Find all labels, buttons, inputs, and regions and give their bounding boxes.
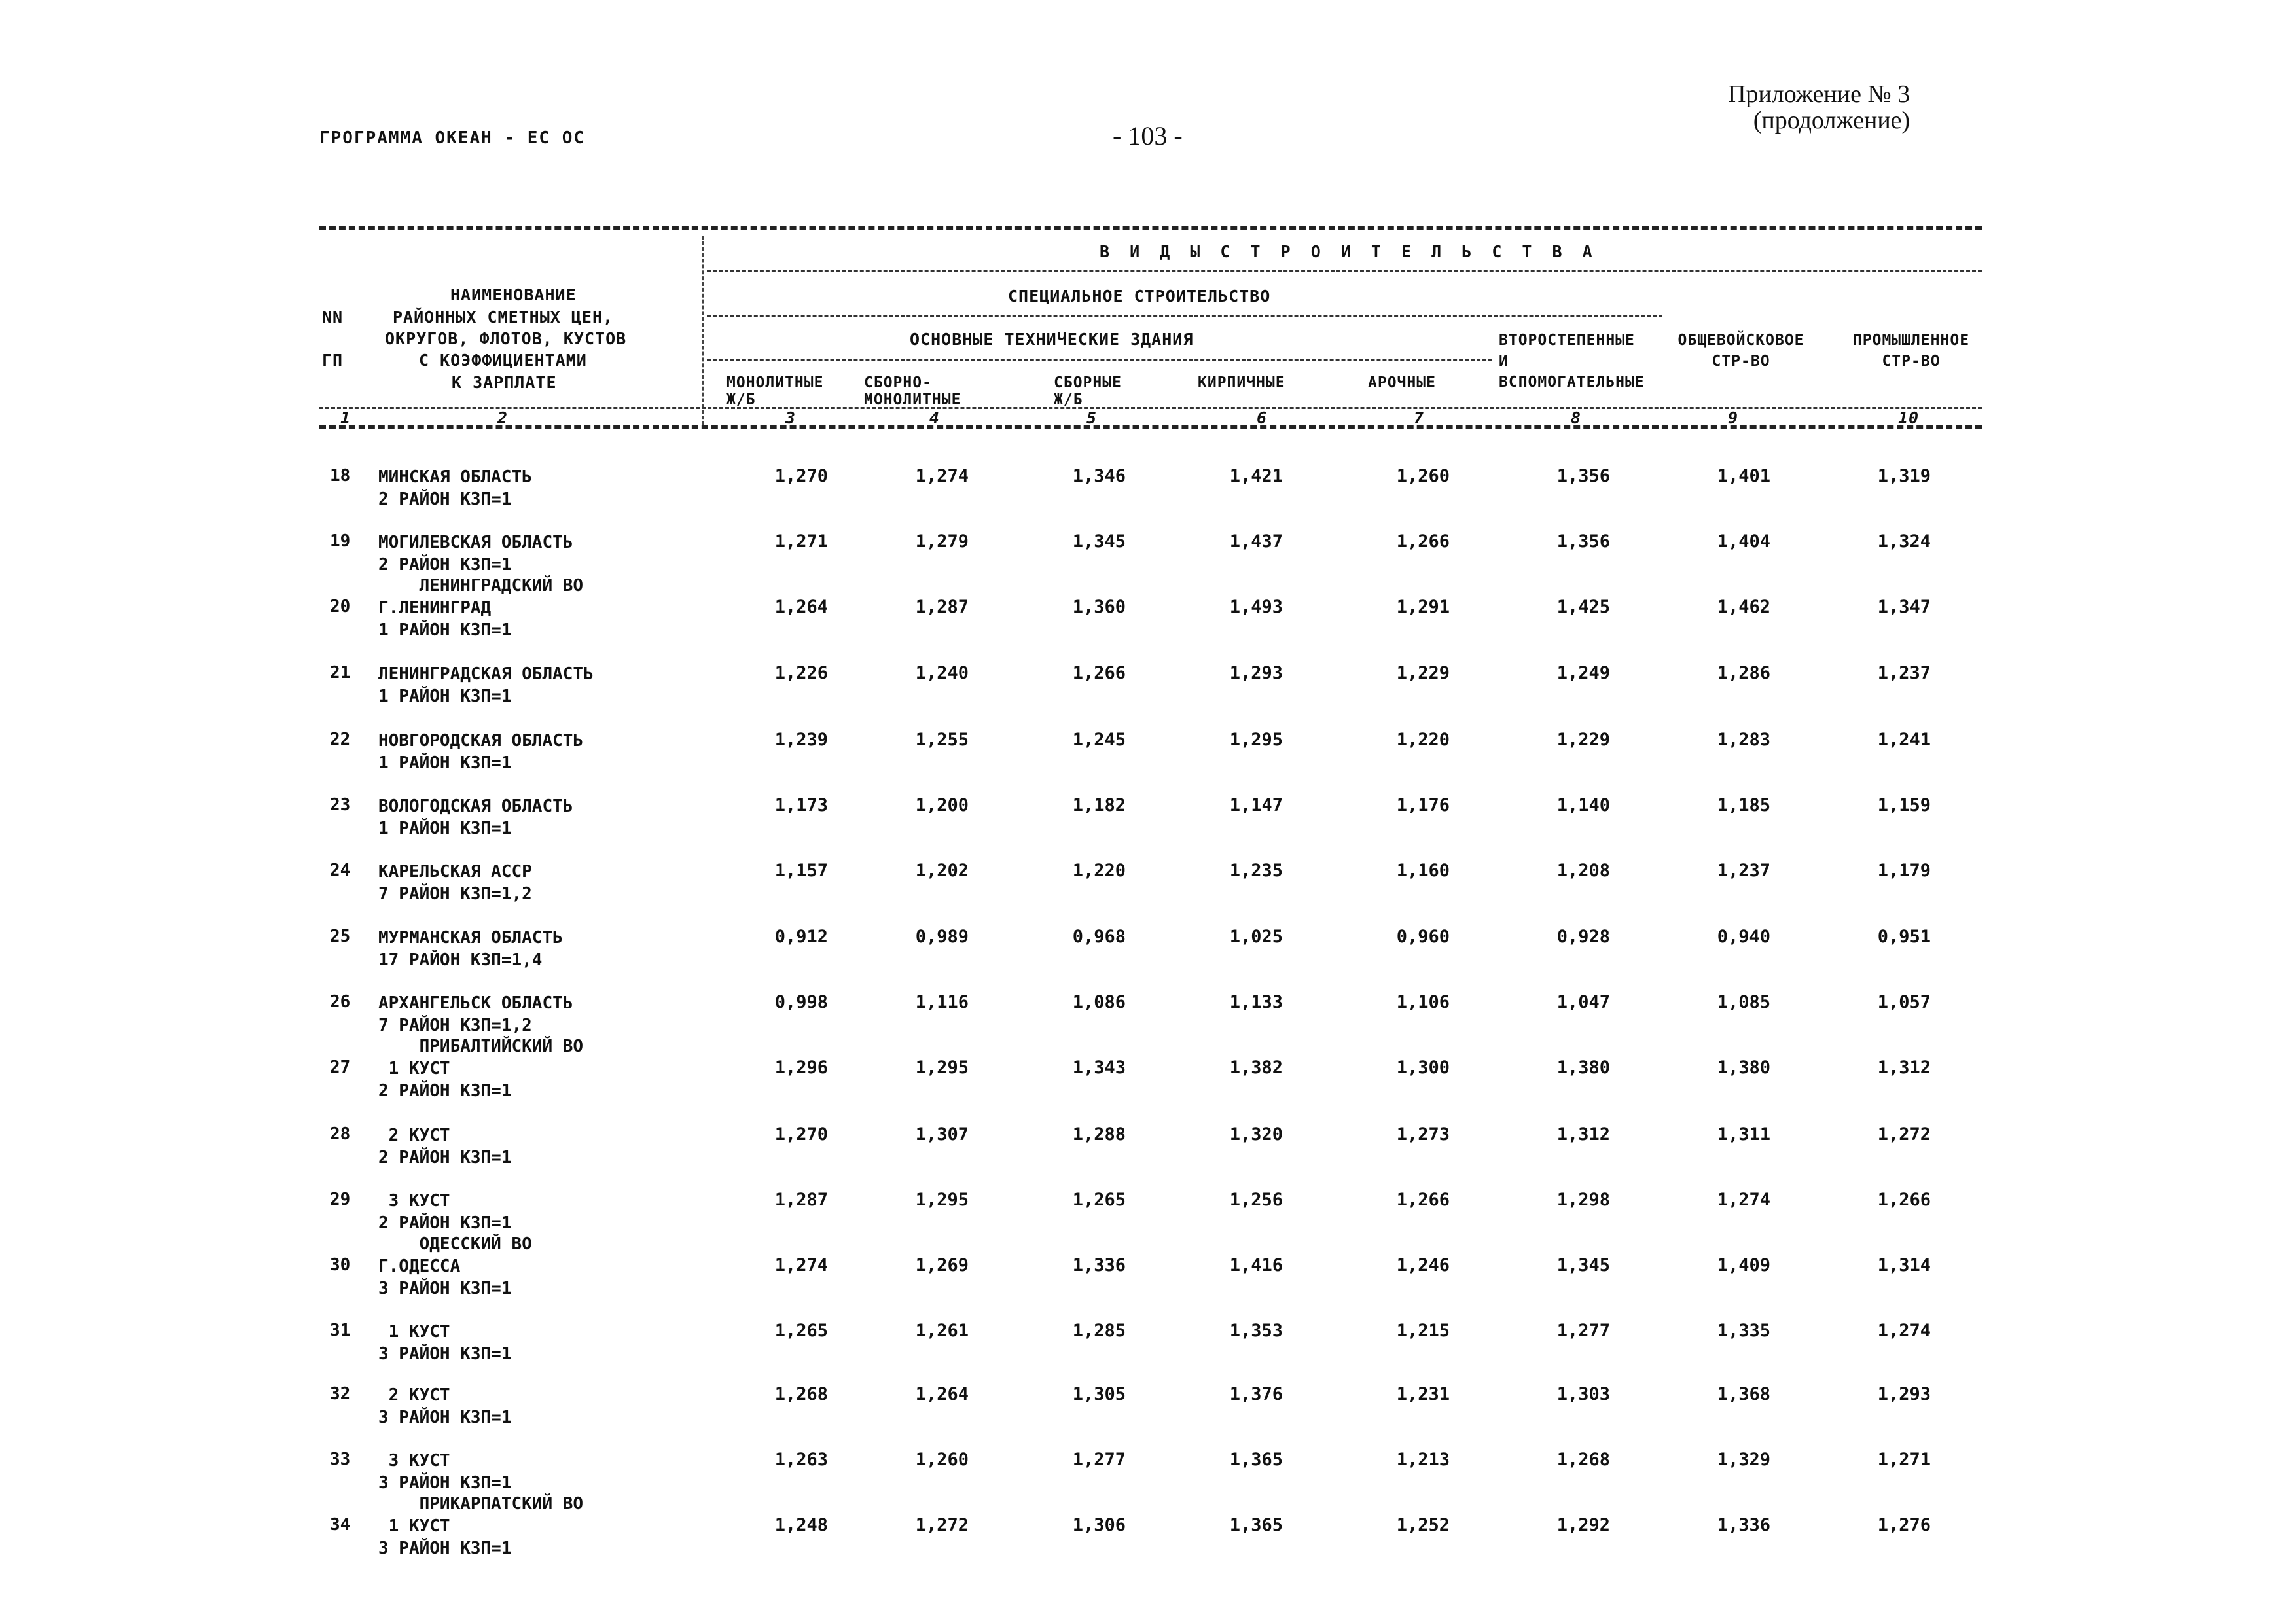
cell-value-col-4: 1,295 <box>915 1190 969 1210</box>
cell-value-col-5: 1,266 <box>1072 663 1126 683</box>
col-brick: КИРПИЧНЫЕ <box>1198 374 1285 391</box>
cell-value-col-5: 1,360 <box>1072 597 1126 617</box>
cell-value-col-5: 1,182 <box>1072 795 1126 815</box>
cell-value-col-9: 1,329 <box>1717 1450 1770 1470</box>
row-number: 22 <box>330 730 351 749</box>
cell-value-col-7: 1,213 <box>1396 1450 1450 1470</box>
cell-value-col-4: 0,989 <box>915 927 969 947</box>
cell-value-col-7: 1,260 <box>1396 466 1450 486</box>
special-rule <box>707 315 1662 317</box>
cell-value-col-6: 1,493 <box>1229 597 1283 617</box>
row-name: 1 КУСТ 3 РАЙОН КЗП=1 <box>378 1322 512 1364</box>
cell-value-col-4: 1,272 <box>915 1515 969 1535</box>
row-number: 34 <box>330 1515 351 1535</box>
cell-value-col-7: 1,106 <box>1396 992 1450 1012</box>
cell-value-col-10: 1,272 <box>1877 1124 1931 1145</box>
top-rule <box>319 226 1982 230</box>
col-number-8: 8 <box>1571 408 1582 427</box>
cell-value-col-7: 1,229 <box>1396 663 1450 683</box>
cell-value-col-6: 1,025 <box>1229 927 1283 947</box>
cell-value-col-10: 1,179 <box>1877 861 1931 881</box>
row-number: 32 <box>330 1384 351 1404</box>
cell-value-col-9: 1,085 <box>1717 992 1770 1012</box>
cell-value-col-9: 1,237 <box>1717 861 1770 881</box>
cell-value-col-4: 1,240 <box>915 663 969 683</box>
cell-value-col-4: 1,261 <box>915 1321 969 1341</box>
cell-value-col-3: 1,226 <box>774 663 828 683</box>
row-name: АРХАНГЕЛЬСК ОБЛАСТЬ 7 РАЙОН КЗП=1,2 <box>378 993 573 1035</box>
cell-value-col-10: 1,159 <box>1877 795 1931 815</box>
cell-value-col-10: 1,057 <box>1877 992 1931 1012</box>
cell-value-col-5: 1,288 <box>1072 1124 1126 1145</box>
row-name: МОГИЛЕВСКАЯ ОБЛАСТЬ 2 РАЙОН КЗП=1 <box>378 533 573 575</box>
cell-value-col-8: 1,249 <box>1556 663 1610 683</box>
cell-value-col-6: 1,353 <box>1229 1321 1283 1341</box>
cell-value-col-7: 1,291 <box>1396 597 1450 617</box>
col-number-4: 4 <box>929 408 941 427</box>
main-tech-rule <box>707 359 1492 361</box>
cell-value-col-8: 1,303 <box>1556 1384 1610 1404</box>
cell-value-col-5: 0,968 <box>1072 927 1126 947</box>
cell-value-col-5: 1,346 <box>1072 466 1126 486</box>
cell-value-col-6: 1,365 <box>1229 1515 1283 1535</box>
cell-value-col-5: 1,336 <box>1072 1255 1126 1275</box>
row-number: 23 <box>330 795 351 815</box>
name-header-4: С КОЭФФИЦИЕНТАМИ <box>419 351 587 370</box>
cell-value-col-4: 1,260 <box>915 1450 969 1470</box>
row-name: ЛЕНИНГРАДСКИЙ ВО Г.ЛЕНИНГРАД 1 РАЙОН КЗП=1 <box>378 576 584 640</box>
cell-value-col-5: 1,220 <box>1072 861 1126 881</box>
cell-value-col-4: 1,274 <box>915 466 969 486</box>
row-number: 21 <box>330 663 351 683</box>
cell-value-col-8: 1,277 <box>1556 1321 1610 1341</box>
col-monolithic: МОНОЛИТНЫЕ Ж/Б <box>726 374 824 408</box>
cell-value-col-7: 1,231 <box>1396 1384 1450 1404</box>
cell-value-col-5: 1,285 <box>1072 1321 1126 1341</box>
cell-value-col-3: 1,264 <box>774 597 828 617</box>
row-name: 2 КУСТ 3 РАЙОН КЗП=1 <box>378 1385 512 1427</box>
row-name: ЛЕНИНГРАДСКАЯ ОБЛАСТЬ 1 РАЙОН КЗП=1 <box>378 664 594 706</box>
cell-value-col-3: 1,287 <box>774 1190 828 1210</box>
row-number: 28 <box>330 1124 351 1144</box>
cell-value-col-7: 1,273 <box>1396 1124 1450 1145</box>
cell-value-col-3: 0,998 <box>774 992 828 1012</box>
col-number-1: 1 <box>340 408 351 427</box>
cell-value-col-10: 1,293 <box>1877 1384 1931 1404</box>
col-secondary-auxiliary: ВТОРОСТЕПЕННЫЕ И ВСПОМОГАТЕЛЬНЫЕ <box>1499 332 1645 391</box>
cell-value-col-9: 1,401 <box>1717 466 1770 486</box>
row-number: 18 <box>330 466 351 486</box>
cell-value-col-7: 1,160 <box>1396 861 1450 881</box>
cell-value-col-7: 0,960 <box>1396 927 1450 947</box>
cell-value-col-7: 1,300 <box>1396 1058 1450 1078</box>
cell-value-col-5: 1,305 <box>1072 1384 1126 1404</box>
cell-value-col-4: 1,255 <box>915 730 969 750</box>
row-number: 19 <box>330 531 351 551</box>
cell-value-col-8: 1,312 <box>1556 1124 1610 1145</box>
cell-value-col-3: 1,274 <box>774 1255 828 1275</box>
row-name: МУРМАНСКАЯ ОБЛАСТЬ 17 РАЙОН КЗП=1,4 <box>378 928 563 970</box>
cell-value-col-10: 1,241 <box>1877 730 1931 750</box>
cell-value-col-3: 0,912 <box>774 927 828 947</box>
cell-value-col-8: 1,047 <box>1556 992 1610 1012</box>
cell-value-col-9: 1,286 <box>1717 663 1770 683</box>
cell-value-col-6: 1,147 <box>1229 795 1283 815</box>
col-precast: СБОРНЫЕ Ж/Б <box>1054 374 1122 408</box>
col-arched: АРОЧНЫЕ <box>1368 374 1436 391</box>
row-number: 25 <box>330 927 351 946</box>
col-number-6: 6 <box>1257 408 1268 427</box>
cell-value-col-10: 1,319 <box>1877 466 1931 486</box>
cell-value-col-8: 1,208 <box>1556 861 1610 881</box>
cell-value-col-9: 1,409 <box>1717 1255 1770 1275</box>
cell-value-col-6: 1,320 <box>1229 1124 1283 1145</box>
col-number-2: 2 <box>497 408 509 427</box>
cell-value-col-9: 1,283 <box>1717 730 1770 750</box>
cell-value-col-6: 1,133 <box>1229 992 1283 1012</box>
cell-value-col-8: 1,140 <box>1556 795 1610 815</box>
name-header-2: РАЙОННЫХ СМЕТНЫХ ЦЕН, <box>393 308 614 327</box>
cell-value-col-7: 1,266 <box>1396 1190 1450 1210</box>
col-industrial: ПРОМЫШЛЕННОЕ СТР-ВО <box>1852 332 1970 370</box>
annex-label <box>1728 81 1910 134</box>
cell-value-col-3: 1,248 <box>774 1515 828 1535</box>
cell-value-col-7: 1,266 <box>1396 531 1450 552</box>
cell-value-col-6: 1,256 <box>1229 1190 1283 1210</box>
cell-value-col-10: 1,274 <box>1877 1321 1931 1341</box>
cell-value-col-3: 1,270 <box>774 466 828 486</box>
row-name: 3 КУСТ 3 РАЙОН КЗП=1 <box>378 1451 512 1493</box>
cell-value-col-3: 1,296 <box>774 1058 828 1078</box>
row-name: 3 КУСТ 2 РАЙОН КЗП=1 <box>378 1191 512 1233</box>
row-number: 27 <box>330 1058 351 1077</box>
col-num-label-2: ГП <box>322 351 344 370</box>
cell-value-col-10: 1,324 <box>1877 531 1931 552</box>
col-number-5: 5 <box>1086 408 1098 427</box>
cell-value-col-3: 1,173 <box>774 795 828 815</box>
cell-value-col-9: 1,185 <box>1717 795 1770 815</box>
cell-value-col-6: 1,295 <box>1229 730 1283 750</box>
cell-value-col-10: 1,266 <box>1877 1190 1931 1210</box>
cell-value-col-7: 1,246 <box>1396 1255 1450 1275</box>
cell-value-col-5: 1,265 <box>1072 1190 1126 1210</box>
row-name: ОДЕССКИЙ ВО Г.ОДЕССА 3 РАЙОН КЗП=1 <box>378 1234 532 1298</box>
cell-value-col-10: 1,312 <box>1877 1058 1931 1078</box>
col-number-7: 7 <box>1414 408 1425 427</box>
cell-value-col-6: 1,376 <box>1229 1384 1283 1404</box>
cell-value-col-8: 1,292 <box>1556 1515 1610 1535</box>
row-number: 33 <box>330 1450 351 1469</box>
cell-value-col-7: 1,220 <box>1396 730 1450 750</box>
row-name: МИНСКАЯ ОБЛАСТЬ 2 РАЙОН КЗП=1 <box>378 467 532 509</box>
col-num-label-1: NN <box>322 308 344 327</box>
cell-value-col-5: 1,306 <box>1072 1515 1126 1535</box>
cell-value-col-6: 1,235 <box>1229 861 1283 881</box>
row-number: 26 <box>330 992 351 1012</box>
cell-value-col-8: 1,298 <box>1556 1190 1610 1210</box>
cell-value-col-6: 1,437 <box>1229 531 1283 552</box>
main-technical-buildings: ОСНОВНЫЕ ТЕХНИЧЕСКИЕ ЗДАНИЯ <box>910 330 1194 349</box>
cell-value-col-8: 1,268 <box>1556 1450 1610 1470</box>
cell-value-col-4: 1,200 <box>915 795 969 815</box>
cell-value-col-8: 1,356 <box>1556 531 1610 552</box>
cell-value-col-6: 1,365 <box>1229 1450 1283 1470</box>
name-header-5: К ЗАРПЛАТЕ <box>452 373 557 392</box>
cell-value-col-9: 0,940 <box>1717 927 1770 947</box>
row-name: 2 КУСТ 2 РАЙОН КЗП=1 <box>378 1126 512 1168</box>
cell-value-col-7: 1,176 <box>1396 795 1450 815</box>
cell-value-col-7: 1,215 <box>1396 1321 1450 1341</box>
cell-value-col-4: 1,295 <box>915 1058 969 1078</box>
cell-value-col-3: 1,239 <box>774 730 828 750</box>
group-rule <box>707 270 1982 272</box>
col-number-3: 3 <box>785 408 797 427</box>
cell-value-col-9: 1,462 <box>1717 597 1770 617</box>
cell-value-col-3: 1,271 <box>774 531 828 552</box>
row-name: ВОЛОГОДСКАЯ ОБЛАСТЬ 1 РАЙОН КЗП=1 <box>378 796 573 838</box>
cell-value-col-9: 1,380 <box>1717 1058 1770 1078</box>
cell-value-col-5: 1,345 <box>1072 531 1126 552</box>
annex-line-2: (продолжение) <box>1753 107 1910 134</box>
cell-value-col-9: 1,274 <box>1717 1190 1770 1210</box>
cell-value-col-3: 1,270 <box>774 1124 828 1145</box>
cell-value-col-8: 1,356 <box>1556 466 1610 486</box>
col-precast-monolithic: СБОРНО- МОНОЛИТНЫЕ <box>864 374 961 408</box>
cell-value-col-8: 1,345 <box>1556 1255 1610 1275</box>
annex-line-1: Приложение № 3 <box>1728 80 1910 108</box>
cell-value-col-5: 1,343 <box>1072 1058 1126 1078</box>
cell-value-col-9: 1,368 <box>1717 1384 1770 1404</box>
row-number: 30 <box>330 1255 351 1275</box>
cell-value-col-3: 1,263 <box>774 1450 828 1470</box>
cell-value-col-10: 0,951 <box>1877 927 1931 947</box>
cell-value-col-9: 1,404 <box>1717 531 1770 552</box>
row-name: ПРИБАЛТИЙСКИЙ ВО 1 КУСТ 2 РАЙОН КЗП=1 <box>378 1037 584 1101</box>
cell-value-col-5: 1,277 <box>1072 1450 1126 1470</box>
cell-value-col-6: 1,293 <box>1229 663 1283 683</box>
cell-value-col-10: 1,276 <box>1877 1515 1931 1535</box>
cell-value-col-4: 1,116 <box>915 992 969 1012</box>
col-number-10: 10 <box>1898 408 1920 427</box>
cell-value-col-10: 1,347 <box>1877 597 1931 617</box>
name-header-3: ОКРУГОВ, ФЛОТОВ, КУСТОВ <box>385 329 627 348</box>
cell-value-col-4: 1,264 <box>915 1384 969 1404</box>
cell-value-col-9: 1,311 <box>1717 1124 1770 1145</box>
row-number: 24 <box>330 861 351 880</box>
cell-value-col-10: 1,237 <box>1877 663 1931 683</box>
cell-value-col-9: 1,335 <box>1717 1321 1770 1341</box>
cell-value-col-6: 1,421 <box>1229 466 1283 486</box>
cell-value-col-4: 1,279 <box>915 531 969 552</box>
row-number: 20 <box>330 597 351 616</box>
name-column-divider <box>702 236 704 425</box>
cell-value-col-8: 0,928 <box>1556 927 1610 947</box>
cell-value-col-4: 1,287 <box>915 597 969 617</box>
cell-value-col-5: 1,245 <box>1072 730 1126 750</box>
cell-value-col-6: 1,382 <box>1229 1058 1283 1078</box>
cell-value-col-8: 1,380 <box>1556 1058 1610 1078</box>
cell-value-col-10: 1,271 <box>1877 1450 1931 1470</box>
group-title: В И Д Ы С Т Р О И Т Е Л Ь С Т В А <box>1100 242 1598 261</box>
cell-value-col-5: 1,086 <box>1072 992 1126 1012</box>
cell-value-col-8: 1,229 <box>1556 730 1610 750</box>
col-general-military: ОБЩЕВОЙСКОВОЕ СТР-ВО <box>1677 332 1804 370</box>
cell-value-col-8: 1,425 <box>1556 597 1610 617</box>
cell-value-col-10: 1,314 <box>1877 1255 1931 1275</box>
cell-value-col-3: 1,157 <box>774 861 828 881</box>
row-number: 29 <box>330 1190 351 1209</box>
cell-value-col-7: 1,252 <box>1396 1515 1450 1535</box>
program-title: ГРОГРАММА ОКЕАН - ЕС ОС <box>319 128 586 148</box>
cell-value-col-4: 1,202 <box>915 861 969 881</box>
name-header-1: НАИМЕНОВАНИЕ <box>450 285 577 304</box>
cell-value-col-4: 1,269 <box>915 1255 969 1275</box>
row-name: ПРИКАРПАТСКИЙ ВО 1 КУСТ 3 РАЙОН КЗП=1 <box>378 1494 584 1558</box>
col-number-9: 9 <box>1728 408 1739 427</box>
row-number: 31 <box>330 1321 351 1340</box>
cell-value-col-3: 1,268 <box>774 1384 828 1404</box>
cell-value-col-4: 1,307 <box>915 1124 969 1145</box>
special-construction: СПЕЦИАЛЬНОЕ СТРОИТЕЛЬСТВО <box>1008 287 1271 306</box>
page-number: - 103 - <box>1113 121 1183 151</box>
row-name: НОВГОРОДСКАЯ ОБЛАСТЬ 1 РАЙОН КЗП=1 <box>378 731 584 773</box>
cell-value-col-6: 1,416 <box>1229 1255 1283 1275</box>
row-name: КАРЕЛЬСКАЯ АССР 7 РАЙОН КЗП=1,2 <box>378 862 532 904</box>
cell-value-col-9: 1,336 <box>1717 1515 1770 1535</box>
cell-value-col-3: 1,265 <box>774 1321 828 1341</box>
